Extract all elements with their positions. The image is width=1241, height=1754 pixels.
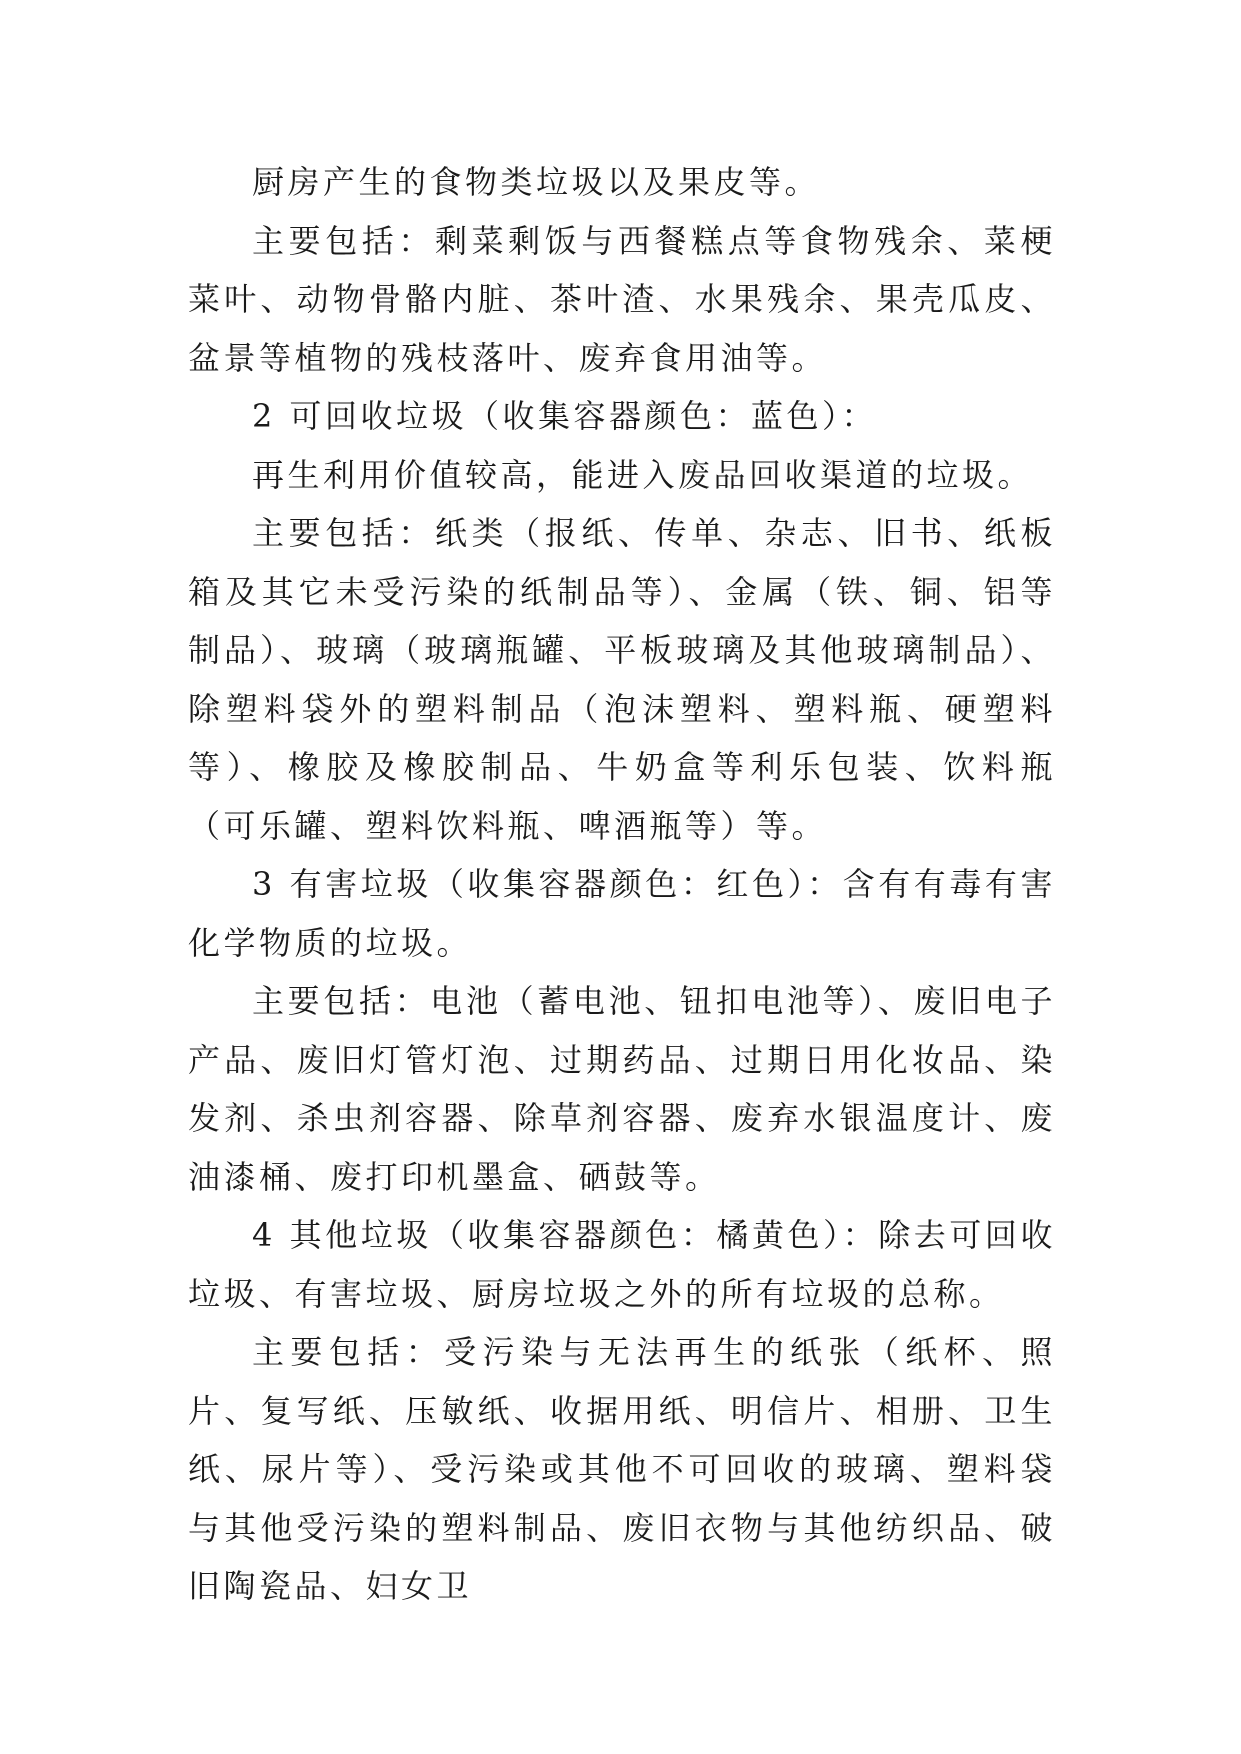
paragraph-recyclable-definition: 再生利用价值较高，能进入废品回收渠道的垃圾。	[252, 455, 1034, 494]
paragraph-other-waste-heading: 4 其他垃圾（收集容器颜色：橘黄色）：除去可回收垃圾、有害垃圾、厨房垃圾之外的所有垃圾的总称。	[188, 1216, 1056, 1313]
paragraph-hazardous-heading: 3 有害垃圾（收集容器颜色：红色）：含有有毒有害化学物质的垃圾。	[188, 865, 1056, 962]
paragraph-recyclable-heading: 2 可回收垃圾（收集容器颜色：蓝色）：	[252, 397, 878, 435]
paragraph-kitchen-waste-items: 主要包括：剩菜剩饭与西餐糕点等食物残余、菜梗菜叶、动物骨骼内脏、茶叶渣、水果残余、果壳瓜皮、盆景等植物的残枝落叶、废弃食用油等。	[188, 221, 1056, 377]
paragraph-recyclable-items: 主要包括：纸类（报纸、传单、杂志、旧书、纸板箱及其它未受污染的纸制品等）、金属（铁、铜、铝等制品）、玻璃（玻璃瓶罐、平板玻璃及其他玻璃制品）、除塑料袋外的塑料制品（泡沫塑料、塑料瓶、硬塑料等）、橡胶及橡胶制品、牛奶盒等利乐包装、饮料瓶（可乐罐、塑料饮料瓶、啤酒瓶等）等。	[188, 514, 1056, 845]
paragraph-hazardous-items: 主要包括：电池（蓄电池、钮扣电池等）、废旧电子产品、废旧灯管灯泡、过期药品、过期日用化妆品、染发剂、杀虫剂容器、除草剂容器、废弃水银温度计、废油漆桶、废打印机墨盒、硒鼓等。	[188, 982, 1056, 1196]
document-page	[188, 153, 1056, 1616]
paragraph-kitchen-waste-definition: 厨房产生的食物类垃圾以及果皮等。	[252, 163, 821, 201]
paragraph-other-waste-items: 主要包括：受污染与无法再生的纸张（纸杯、照片、复写纸、压敏纸、收据用纸、明信片、相册、卫生纸、尿片等）、受污染或其他不可回收的玻璃、塑料袋与其他受污染的塑料制品、废旧衣物与其他纺织品、破旧陶瓷品、妇女卫	[188, 1333, 1056, 1605]
